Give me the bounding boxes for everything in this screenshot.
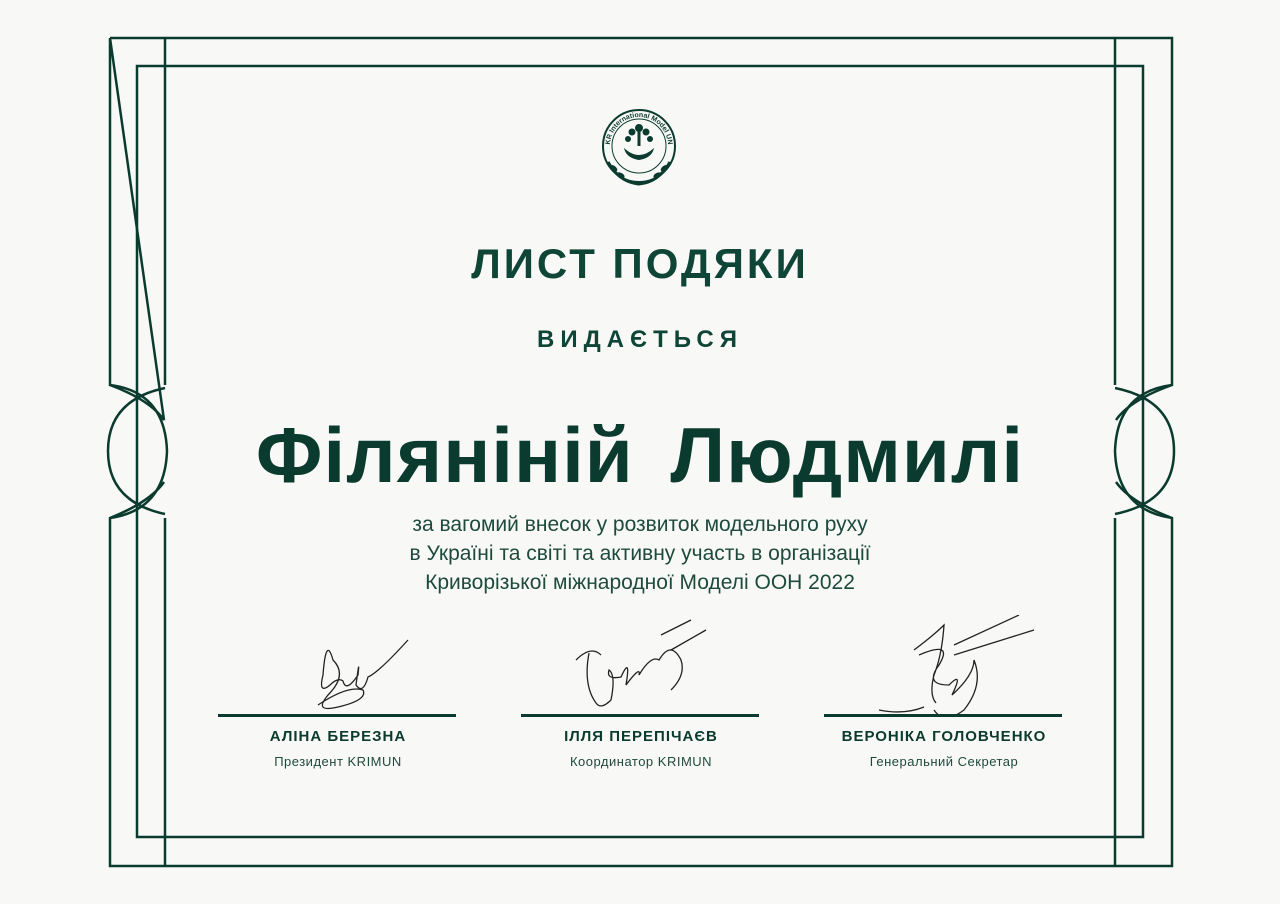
reason-text bbox=[0, 510, 1280, 597]
handwritten-signature bbox=[521, 615, 761, 715]
handwritten-signature bbox=[824, 615, 1064, 715]
signatory-role: Генеральний Секретар bbox=[869, 754, 1019, 769]
signatory-role: Президент KRIMUN bbox=[274, 754, 402, 769]
recipient-name: Філяніній Людмилі bbox=[255, 411, 1025, 499]
signature-block bbox=[521, 615, 761, 785]
certificate-subtitle: ВИДАЄТЬСЯ bbox=[537, 326, 743, 353]
signatory-role: Координатор KRIMUN bbox=[569, 754, 713, 769]
signature-line bbox=[824, 714, 1062, 717]
svg-text:KR International Model UN: KR International Model UN bbox=[604, 111, 674, 146]
certificate-title: ЛИСТ ПОДЯКИ bbox=[471, 240, 809, 287]
signatory-name: ВЕРОНІКА ГОЛОВЧЕНКО bbox=[841, 728, 1047, 745]
reason-line: за вагомий внесок у розвиток модельного руху bbox=[412, 513, 868, 536]
signatory-name: ІЛЛЯ ПЕРЕПІЧАЄВ bbox=[564, 728, 718, 745]
signature-line bbox=[218, 714, 456, 717]
krimun-logo bbox=[594, 102, 684, 192]
signatory-name: АЛІНА БЕРЕЗНА bbox=[269, 728, 407, 745]
reason-line: в Україні та світі та активну участь в організації bbox=[409, 542, 871, 565]
signature-line bbox=[521, 714, 759, 717]
signature-block bbox=[824, 615, 1064, 785]
signature-block bbox=[218, 615, 458, 785]
reason-line: Криворізької міжнародної Моделі ООН 2022 bbox=[425, 571, 855, 594]
handwritten-signature bbox=[218, 615, 458, 715]
